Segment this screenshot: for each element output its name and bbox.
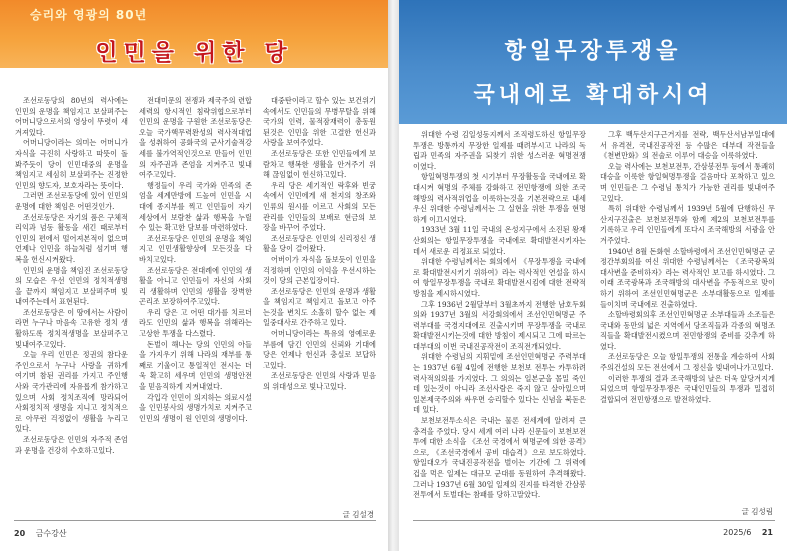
issue-date: 2025/6 — [723, 528, 752, 537]
right-footer-rule — [413, 520, 775, 521]
page-gutter — [388, 0, 399, 551]
left-column-3 — [263, 96, 376, 510]
paragraph: 인민의 운명을 책임진 조선로동당의 모습은 우선 인민의 정치적생명을 끝까지 책임지고 보살펴주며 빛내여주는데서 표현된다. — [15, 265, 128, 307]
paragraph: 이러한 투쟁의 결과 조국해방의 날은 더욱 앞당겨지게 되었으며 항일무장투쟁은 국내인민들의 투쟁과 밀접히 결합되여 전민항쟁으로 발전하였다. — [600, 373, 775, 404]
left-footer-rule — [14, 520, 376, 521]
left-column-2 — [139, 96, 252, 510]
paragraph: 전대미문의 전쟁과 제국주의 련합세력의 항시적인 침략위협으로부터 인민의 운명을 구원한 조선로동당은 오늘 국가핵무력완성의 력사적대업을 성취하여 공화국의 군사기술적강세를 불가역적인것으로 만들어 인민의 자주권과 존엄을 지켜주고 빛내여주고있다. — [139, 96, 252, 180]
right-page — [399, 0, 787, 551]
paragraph: 위대한 수령님의 지휘밑에 조선인민혁명군 주력부대는 1937년 6월 4일에 전행한 보천보 전투는 카투하려 력사적의의를 가지였다. 그 의의는 일본군을 몰밀 죽인데 있는것이 아니라 조선사람은 죽지 않고 살아있으며 일본제국주의와 싸우면 승리할수 있다는 신념을 북돋은데 있다. — [413, 352, 586, 415]
right-page-number: 21 — [761, 528, 773, 537]
paragraph: 위대한 수령 김일성동지께서 조직령도하신 항일무장투쟁은 방통까지 무장한 일제를 때려부시고 나라의 독립과 민족의 자주권을 되찾기 위한 성스러운 혁명전쟁이였다. — [413, 130, 586, 171]
paragraph: 항일혁명투쟁의 첫 시기부터 무장활동을 국내에로 확대시켜 혁명의 주체를 강화하고 전민항쟁에 의한 조국해방의 력사적위업을 이룩하는것을 기본전략으로 내세우신 위대한 수령님께서는 그 실현을 위한 투쟁을 현명하게 이끄시였다. — [413, 172, 586, 224]
paragraph: 어머니당이라는 의미는 어머니가 자식을 극진히 사랑하고 따뜻이 돌봐주듯이 당이 인민대중의 운명을 책임지고 세심히 보살펴주는 진정한 인민의 향도자, 보호자라는 뜻이다. — [15, 138, 128, 190]
paragraph: 오늘 력사에는 보천보전투, 간삼봉전투 등에서 통쾌히 대승을 이룩한 항일혁명투쟁을 걸음마다 포착하고 있으며 인민들은 그 수령님 통치가 가능한 권리를 빛내여주고있다. — [600, 161, 775, 203]
paragraph: 조선로동당은 인민의 운명을 책임지고 인민생활향상에 모든것을 다 바치고있다. — [139, 233, 252, 264]
paragraph: 오늘 우리 인민은 정권의 참다운 주인으로서 누구나 사랑을 귀하게 여기며 참된 권리를 가지고 주인행사와 국가관리에 자유롭게 참가하고있으며 사회 정치조직에 망라되어 사회정치적 생명을 지니고 정치적으로 아무런 걱정없이 생활을 누리고있다. — [15, 350, 128, 434]
paragraph: 대중탄이라고 할수 있는 보건위기속에서도 인민들의 무병무탈을 위해 국가의 인력, 물적잠재력이 총동원된것은 인민을 위한 고결한 헌신과 사랑을 보여주었다. — [263, 96, 376, 148]
right-column-1 — [413, 130, 586, 514]
paragraph: 각입각 인민이 의지하는 의료시설을 인민봉사의 생명가치로 지켜주고 인민의 생명이 원 인민의 생명이다. — [139, 392, 252, 423]
paragraph: 조선로동당은 자기의 품은 구체적 리익과 넘동 활동을 새긴 때로부터 인민의 편에서 떨어져본적이 없으며 언제나 인민을 하늘처럼 섬기며 행복을 헌신시켜왔다. — [15, 212, 128, 264]
paragraph: 1933년 3월 11일 국내의 온성지구에서 소진된 왕재산회의는 항일무장투쟁을 국내에로 확대발전시키자는데서 새로운 리정표로 되었다. — [413, 225, 586, 256]
paragraph: 조선로동당은 오늘 항일투쟁의 전통을 계승하여 사회주의건설의 모든 전선에서 그 정신을 빛내여나가고있다. — [600, 352, 775, 373]
paragraph: 보천보전투소식은 국내는 물론 전세계에 알려져 큰 충격을 주었다. 당시 세계 여러 나라 신문들이 보천보전투에 대한 소식을 《조선 국경에서 혁명군에 의한 공격》으로, 《조선국경에서 공비 대습격》으로 보도하였다. 항일대오가 국내진공작전을 벌이는 기간에 그 위력에 겁을 먹은 일제는 대규모 군대를 동원하여 추격해왔다. 그러나 1937년 6월 30일 일제의 진지를 타격한 간삼봉전투에서 토벌대는 참패를 당하고말았다. — [413, 416, 586, 500]
left-page-number: 20 — [14, 529, 26, 538]
paragraph: 조선로동당은 이 땅에서는 사람이라면 누구나 마음속 고유한 정치 생활하도록 정치적생명을 보살펴주고 빛내여주고있다. — [15, 307, 128, 349]
left-footer — [14, 528, 67, 539]
left-byline: 글 김설경 — [342, 510, 374, 519]
paragraph: 조선로동당은 인민의 신리정신 생활을 당이 걸어왔다. — [263, 233, 376, 254]
paragraph: 조선로동당은 인민의 사랑과 믿음의 위대성으로 빛나고있다. — [263, 371, 376, 392]
paragraph: 그러면 조선로동당에 있어 인민의 운명에 대한 책임은 어떤것인가. — [15, 191, 128, 211]
paragraph: 그후 1936년 2월달부터 3월초까지 전행한 남호두회의와 1937년 3월의 서강회의에서 조선인민혁명군 주력부대를 국경지대에로 진출시키며 무장투쟁을 국내로 확대발전시키는것에 대한 방침이 제시되고 그에 따르는 대부대의 이번 국내진공작전이 조직전개되었다. — [413, 299, 586, 351]
paragraph: 조선로동당은 인민의 운명과 생활을 책임지고 책임지고 돌보고 아주는것을 변치도 소홀히 할수 없는 제일중대사로 간주하고 있다. — [263, 286, 376, 328]
magazine-name: 금수강산 — [35, 529, 67, 538]
right-byline: 글 김성림 — [741, 507, 773, 516]
paragraph: 소할바령회의후 조선인민혁명군 소부대들과 소조들은 국내와 동만의 넓은 지역에서 당조직들과 각종의 혁명조직들을 확대발전시켰으며 전민항쟁의 준비를 갖추게 하였다. — [600, 310, 775, 351]
series-title: 승리와 영광의 80년 — [30, 8, 148, 22]
paragraph: 행정들이 우리 국가와 민족의 존엄을 세계만방에 드높여 인민을 시대에 종지부를 찍고 인민들이 자기 세상에서 보람찬 삶과 행복을 누릴수 있는 확고한 담보를 마련하였다. — [139, 180, 252, 233]
paragraph: 어버이가 자식을 돌보듯이 인민을 걱정하며 인민의 이익을 우선시하는 것이 당의 근본입장이다. — [263, 254, 376, 286]
left-headline: 인민을 위한 당 — [95, 40, 293, 66]
paragraph: 돈벌이 해나는 당의 인민의 아들을 가지우기 위해 나라의 재부를 통째로 기울이고 통일적인 전시는 더욱 확고히 세우며 인민의 생명안전을 믿음직하게 지켜내였다. — [139, 339, 252, 392]
left-page — [0, 0, 388, 551]
right-column-2 — [600, 130, 775, 498]
paragraph: 우리 당은 고 어떤 대가를 치르더라도 인민의 삶과 행복을 위해라는 고상한 투쟁을 다스렸다. — [139, 307, 252, 339]
paragraph: 조선로동당은 전대례에 인민의 생활을 아니고 인민들이 자신의 사회리 생활하며 인민의 생활을 장벽한 곤리조 보장하여주고있다. — [139, 265, 252, 307]
paragraph: 1940년 8월 돈화현 소할바령에서 조선인민혁명군 군정간부회의를 여신 위대한 수령님께서는 《조국광복의 대사변을 준비하자》라는 력사적인 보고를 하시였다. 그 이래 조국광복과 조국해방의 대사변을 주동적으로 맞이하기 위하여 조선인민혁명군은 소부대활동으로 일제를 들이치며 국내에로 진출하였다. — [600, 246, 775, 309]
right-headline-line2: 국내에로 확대하시여 — [473, 83, 713, 108]
paragraph: 어머니당이라는 특유의 영예로운 부름에 담긴 인민의 신뢰와 기대에 당은 언제나 헌신과 충실로 보답하고있다. — [263, 329, 376, 370]
paragraph: 조선로동당의 80년의 력사에는 인민의 운명을 책임지고 보살펴주는 어머니당으로서의 영상이 뚜렷이 새겨져있다. — [15, 96, 128, 137]
paragraph: 그후 백두산지구근거지를 전략, 백두산서남부일대에서 유격전, 국내진공작전 등 수많은 대부대 작전들을 《천변만화》의 전술로 이루어 대승을 이룩하였다. — [600, 130, 775, 161]
paragraph: 조선로동당은 인민의 자주적 존엄과 운명을 건강히 수호하고있다. — [15, 435, 128, 455]
right-footer — [723, 528, 773, 537]
left-column-1 — [15, 96, 128, 510]
right-headline-line1: 항일무장투쟁을 — [504, 39, 682, 64]
paragraph: 위대한 수령님께서는 회의에서 《무장투쟁을 국내에로 확대발전시키기 위하여》라는 력사적인 연설을 하시여 항일무장투쟁을 국내로 확대발전시킴에 대한 전략적방침을 제시하시였다. — [413, 257, 586, 298]
paragraph: 특히 위대한 수령님께서 1939년 5월에 단행하신 무산지구진출은 보천보전투와 함께 제2의 보천보전투를 기록하고 우리 인민들에게 또다시 조국해방의 서광을 안겨주었다. — [600, 204, 775, 245]
paragraph: 조선로동당은 또한 인민들에게 보람차고 행복한 생활을 안겨주기 위해 끊임없이 헌신하고있다. — [263, 148, 376, 180]
paragraph: 우리 당은 세기적인 락후와 빈궁속에서 인민에게 새 천지의 창조와 인류의 원시를 이르고 사회의 모든 관리를 인민들의 보배로 현금의 보장을 바꾸어 주었다. — [263, 180, 376, 233]
